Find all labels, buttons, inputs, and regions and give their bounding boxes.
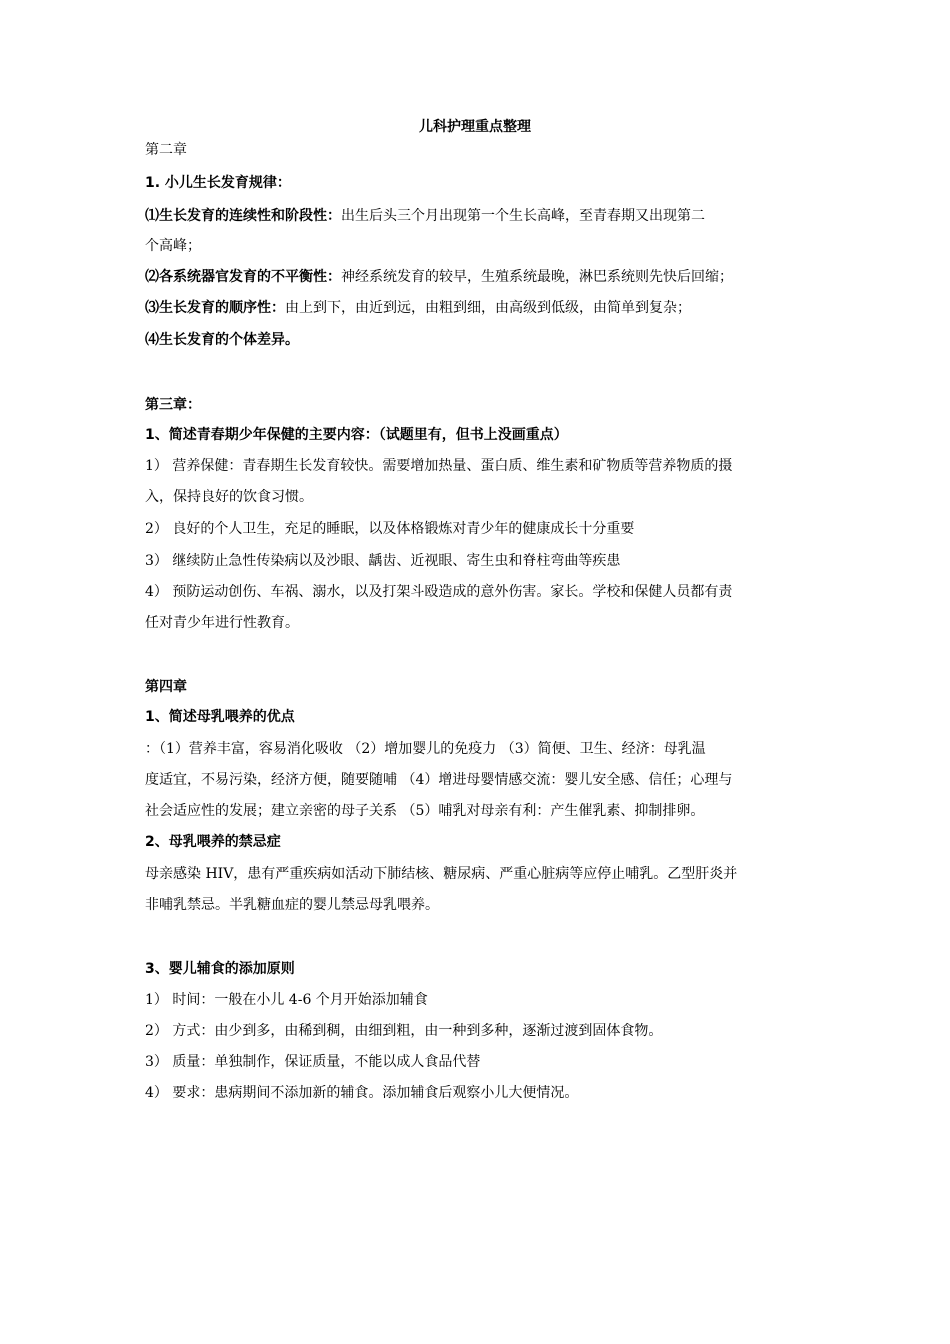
paragraph-line: 入，保持良好的饮食习惯。 [145, 489, 313, 505]
list-item [145, 206, 705, 226]
chapter-4-question-3: 3、婴儿辅食的添加原则 [145, 961, 295, 977]
document-title: 儿科护理重点整理 [419, 119, 531, 135]
item-text: 神经系统发育的较早，生殖系统最晚，淋巴系统则先快后回缩； [341, 269, 733, 285]
paragraph-line: ：（1）营养丰富，容易消化吸收 （2）增加婴儿的免疫力 （3）简便、卫生、经济：母乳温 [145, 741, 706, 757]
paragraph-line: 2） 良好的个人卫生，充足的睡眠，以及体格锻炼对青少年的健康成长十分重要 [145, 521, 635, 537]
item-continuation: 个高峰； [145, 238, 201, 254]
paragraph-line: 1） 营养保健：青春期生长发育较快。需要增加热量、蛋白质、维生素和矿物质等营养物质的摄 [145, 458, 733, 474]
paragraph-line: 非哺乳禁忌。半乳糖血症的婴儿禁忌母乳喂养。 [145, 897, 439, 913]
chapter-4-question-2: 2、母乳喂养的禁忌症 [145, 834, 281, 850]
paragraph-line: 4） 预防运动创伤、车祸、溺水，以及打架斗殴造成的意外伤害。家长。学校和保健人员都有责 [145, 584, 733, 600]
paragraph-line: 度适宜，不易污染，经济方便，随要随哺 （4）增进母婴情感交流：婴儿安全感、信任；心理与 [145, 772, 733, 788]
item-label: ⑷生长发育的个体差异。 [145, 332, 299, 348]
paragraph-line: 3） 质量：单独制作，保证质量，不能以成人食品代替 [145, 1054, 481, 1070]
list-item [145, 298, 691, 318]
list-item [145, 267, 733, 287]
list-item [145, 330, 299, 350]
chapter-2-question-1: 1. 小儿生长发育规律： [145, 175, 291, 191]
item-label: ⑴生长发育的连续性和阶段性： [145, 208, 341, 224]
paragraph-line: 2） 方式：由少到多，由稀到稠，由细到粗，由一种到多种，逐渐过渡到固体食物。 [145, 1023, 663, 1039]
paragraph-line: 母亲感染 HIV，患有严重疾病如活动下肺结核、糖尿病、严重心脏病等应停止哺乳。乙型肝炎并 [145, 866, 738, 882]
chapter-2-heading: 第二章 [145, 142, 187, 158]
chapter-3-question-1: 1、简述青春期少年保健的主要内容：（试题里有，但书上没画重点） [145, 427, 568, 443]
chapter-4-question-1: 1、简述母乳喂养的优点 [145, 709, 295, 725]
paragraph-line: 3） 继续防止急性传染病以及沙眼、龋齿、近视眼、寄生虫和脊柱弯曲等疾患 [145, 553, 621, 569]
paragraph-line: 任对青少年进行性教育。 [145, 615, 299, 631]
paragraph-line: 社会适应性的发展；建立亲密的母子关系 （5）哺乳对母亲有利：产生催乳素、抑制排卵。 [145, 803, 705, 819]
item-label: ⑵各系统器官发育的不平衡性： [145, 269, 341, 285]
paragraph-line: 1） 时间：一般在小儿 4-6 个月开始添加辅食 [145, 992, 428, 1008]
item-text: 出生后头三个月出现第一个生长高峰，至青春期又出现第二 [341, 208, 705, 224]
item-label: ⑶生长发育的顺序性： [145, 300, 285, 316]
item-text: 由上到下，由近到远，由粗到细，由高级到低级，由简单到复杂； [285, 300, 691, 316]
chapter-4-heading: 第四章 [145, 679, 187, 695]
chapter-3-heading: 第三章： [145, 397, 201, 413]
paragraph-line: 4） 要求：患病期间不添加新的辅食。添加辅食后观察小儿大便情况。 [145, 1085, 579, 1101]
